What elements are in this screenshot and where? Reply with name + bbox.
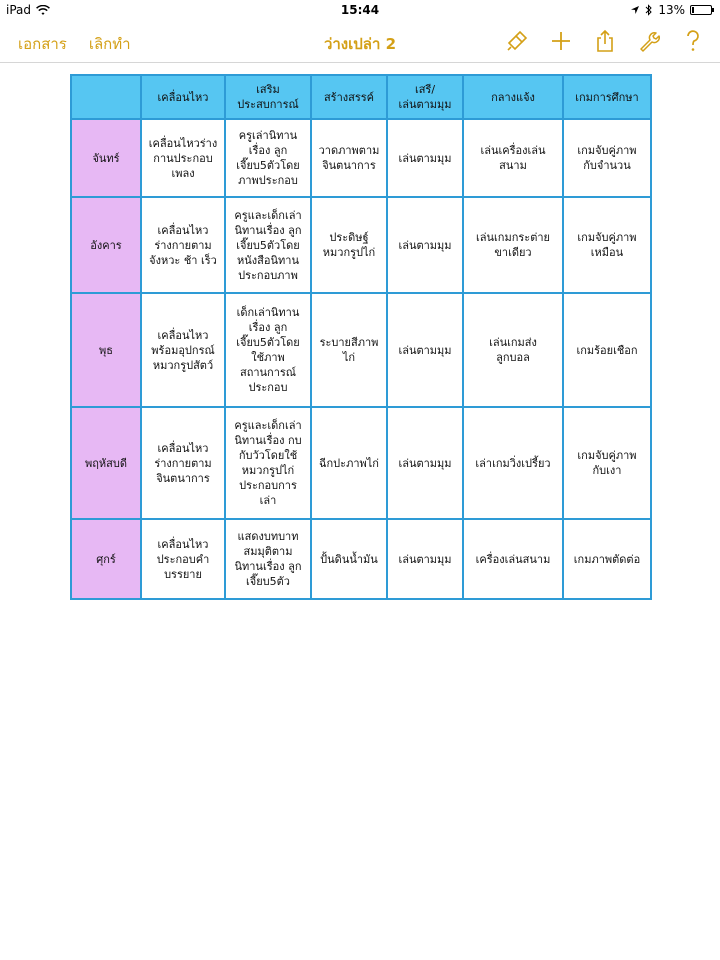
activity-cell: เล่นตามมุม [387,197,463,293]
activity-cell: เคลื่อนไหว พร้อมอุปกรณ์ หมวกรูปสัตว์ [141,293,225,407]
add-button[interactable] [548,28,574,54]
clock: 15:44 [340,3,380,17]
table-row [71,407,651,519]
activity-cell: ประดิษฐ์ หมวกรูปไก่ [311,197,387,293]
day-cell: พฤหัสบดี [71,407,141,519]
column-header: เคลื่อนไหว [141,75,225,119]
table-header-row [71,75,651,119]
day-cell: ศุกร์ [71,519,141,599]
activity-cell: เกมร้อยเชือก [563,293,651,407]
activity-cell: เล่นตามมุม [387,407,463,519]
activity-cell: ระบายสีภาพ ไก่ [311,293,387,407]
column-header [71,75,141,119]
activity-cell: เล่นตามมุม [387,119,463,197]
document-title: ว่างเปล่า 2 [323,35,397,53]
undo-button[interactable]: เลิกทำ [88,35,131,53]
activity-cell: เคลื่อนไหว ร่างกายตาม จังหวะ ช้า เร็ว [141,197,225,293]
bluetooth-icon [645,4,653,16]
activity-cell: เกมจับคู่ภาพ กับจำนวน [563,119,651,197]
location-arrow-icon [630,5,640,15]
column-header: กลางแจ้ง [463,75,563,119]
device-label: iPad [6,3,32,17]
activity-cell: เกมภาพตัดต่อ [563,519,651,599]
activity-cell: ฉีกปะภาพไก่ [311,407,387,519]
activity-cell: เล่นตามมุม [387,519,463,599]
activity-cell: ปั้นดินน้ำมัน [311,519,387,599]
activity-cell: ครูเล่านิทาน เรื่อง ลูก เจี๊ยบ5ตัวโดย ภาพประกอบ [225,119,311,197]
activity-cell: เล่นตามมุม [387,293,463,407]
document-canvas [70,74,650,600]
question-mark-icon [684,29,702,53]
share-button[interactable] [592,28,618,54]
settings-button[interactable] [636,28,662,54]
table-row [71,293,651,407]
activity-cell: เกมจับคู่ภาพ กับเงา [563,407,651,519]
activity-cell: ครูและเด็กเล่า นิทานเรื่อง กบ กับวัวโดยใช้ หมวกรูปไก่ ประกอบการ เล่า [225,407,311,519]
status-bar [0,0,720,20]
activity-cell: เกมจับคู่ภาพ เหมือน [563,197,651,293]
activity-cell: เครื่องเล่นสนาม [463,519,563,599]
documents-button[interactable]: เอกสาร [18,35,67,53]
table-row [71,197,651,293]
format-brush-button[interactable] [504,28,530,54]
table-row [71,119,651,197]
activity-cell: แสดงบทบาท สมมุติตาม นิทานเรื่อง ลูก เจี๊ยบ5ตัว [225,519,311,599]
battery-icon [690,5,712,15]
column-header: เสริม ประสบการณ์ [225,75,311,119]
day-cell: พุธ [71,293,141,407]
column-header: เกมการศึกษา [563,75,651,119]
activity-schedule-table [70,74,652,600]
help-button[interactable] [680,28,706,54]
activity-cell: เล่นเกมกระต่าย ขาเดียว [463,197,563,293]
activity-cell: วาดภาพตาม จินตนาการ [311,119,387,197]
activity-cell: เคลื่อนไหวร่าง กานประกอบ เพลง [141,119,225,197]
activity-cell: เล่นเครื่องเล่น สนาม [463,119,563,197]
battery-percent: 13% [658,3,685,17]
day-cell: อังคาร [71,197,141,293]
activity-cell: เล่นเกมส่ง ลูกบอล [463,293,563,407]
plus-icon [550,30,572,52]
toolbar [0,20,720,63]
wrench-icon [638,30,660,52]
activity-cell: เล่าเกมวิ่งเปรี้ยว [463,407,563,519]
column-header: สร้างสรรค์ [311,75,387,119]
column-header: เสรี/ เล่นตามมุม [387,75,463,119]
day-cell: จันทร์ [71,119,141,197]
activity-cell: เคลื่อนไหว ร่างกายตาม จินตนาการ [141,407,225,519]
activity-cell: เคลื่อนไหว ประกอบคำ บรรยาย [141,519,225,599]
activity-cell: เด็กเล่านิทาน เรื่อง ลูก เจี๊ยบ5ตัวโดย ใช้ภาพ สถานการณ์ ประกอบ [225,293,311,407]
paintbrush-icon [505,29,529,53]
table-row [71,519,651,599]
activity-cell: ครูและเด็กเล่า นิทานเรื่อง ลูก เจี๊ยบ5ตัวโดย หนังสือนิทาน ประกอบภาพ [225,197,311,293]
share-icon [594,29,616,53]
